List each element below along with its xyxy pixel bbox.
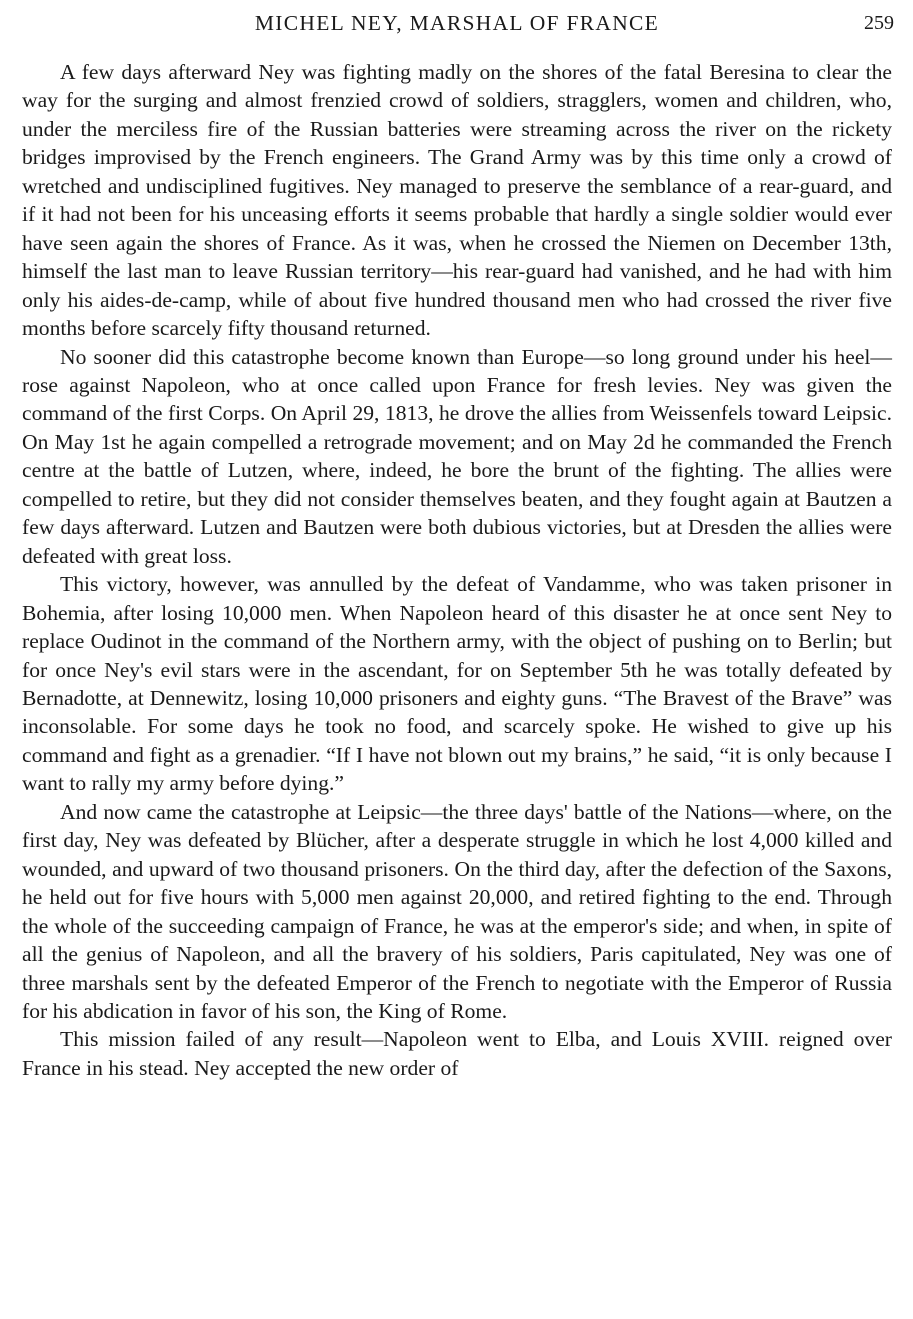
paragraph-europe-rises: No sooner did this catastrophe become known than Europe—so long ground under his heel—rose against Napoleon, who at once called upon France for fresh levies. Ney was given the command of the first Corps. On April 29, 1813, he drove the allies from Weissenfels toward Leipsic. On May 1st he again compelled a retrograde movement; and on May 2d he commanded the French centre at the battle of Lutzen, where, indeed, he bore the brunt of the fighting. The allies were compelled to retire, but they did not consider themselves beaten, and they fought again at Bautzen a few days afterward. Lutzen and Bautzen were both dubious victories, but at Dresden the allies were defeated with great loss. [22,344,892,568]
page-number: 259 [864,12,894,34]
paragraph-elba: This mission failed of any result—Napoleon went to Elba, and Louis XVIII. reigned over France in his stead. Ney accepted the new order of [22,1027,892,1080]
book-page [22,0,892,1319]
running-head [22,10,892,40]
running-title: MICHEL NEY, MARSHAL OF FRANCE [254,11,660,35]
paragraph-leipsic: And now came the catastrophe at Leipsic—the three days' battle of the Nations—where, on the first day, Ney was defeated by Blücher, after a desperate struggle in which he lost 4,000 killed and wounded, and upward of two thousand prisoners. On the third day, after the defection of the Saxons, he held out for five hours with 5,000 men against 20,000, and retired fighting to the end. Through the whole of the succeeding campaign of France, he was at the emperor's side; and when, in spite of all the genius of Napoleon, and all the bravery of his soldiers, Paris capitulated, Ney was one of three marshals sent by the defeated Emperor of the French to negotiate with the Emperor of Russia for his abdication in favor of his son, the King of Rome. [22,799,892,1023]
paragraph-dennewitz: This victory, however, was annulled by the defeat of Vandamme, who was taken prisoner in Bohemia, after losing 10,000 men. When Napoleon heard of this disaster he at once sent Ney to replace Oudinot in the command of the Northern army, with the object of pushing on to Berlin; but for once Ney's evil stars were in the ascendant, for on September 5th he was totally defeated by Bernadotte, at Dennewitz, losing 10,000 prisoners and eighty guns. “The Bravest of the Brave” was inconsolable. For some days he took no food, and scarcely spoke. He wished to give up his command and fight as a grenadier. “If I have not blown out my brains,” he said, “it is only because I want to rally my army before dying.” [22,572,892,796]
body-text [22,58,892,1082]
paragraph-beresina: A few days afterward Ney was fighting madly on the shores of the fatal Beresina to clear the way for the surging and almost frenzied crowd of soldiers, stragglers, women and children, who, under the merciless fire of the Russian batteries were streaming across the river on the rickety bridges improvised by the French engineers. The Grand Army was by this time only a crowd of wretched and undisciplined fugitives. Ney managed to preserve the semblance of a rear-guard, and if it had not been for his unceasing efforts it seems probable that hardly a single soldier would ever have seen again the shores of France. As it was, when he crossed the Niemen on December 13th, himself the last man to leave Russian territory—his rear-guard had vanished, and he had with him only his aides-de-camp, while of about five hundred thousand men who had crossed the river five months before scarcely fifty thousand returned. [22,60,892,341]
